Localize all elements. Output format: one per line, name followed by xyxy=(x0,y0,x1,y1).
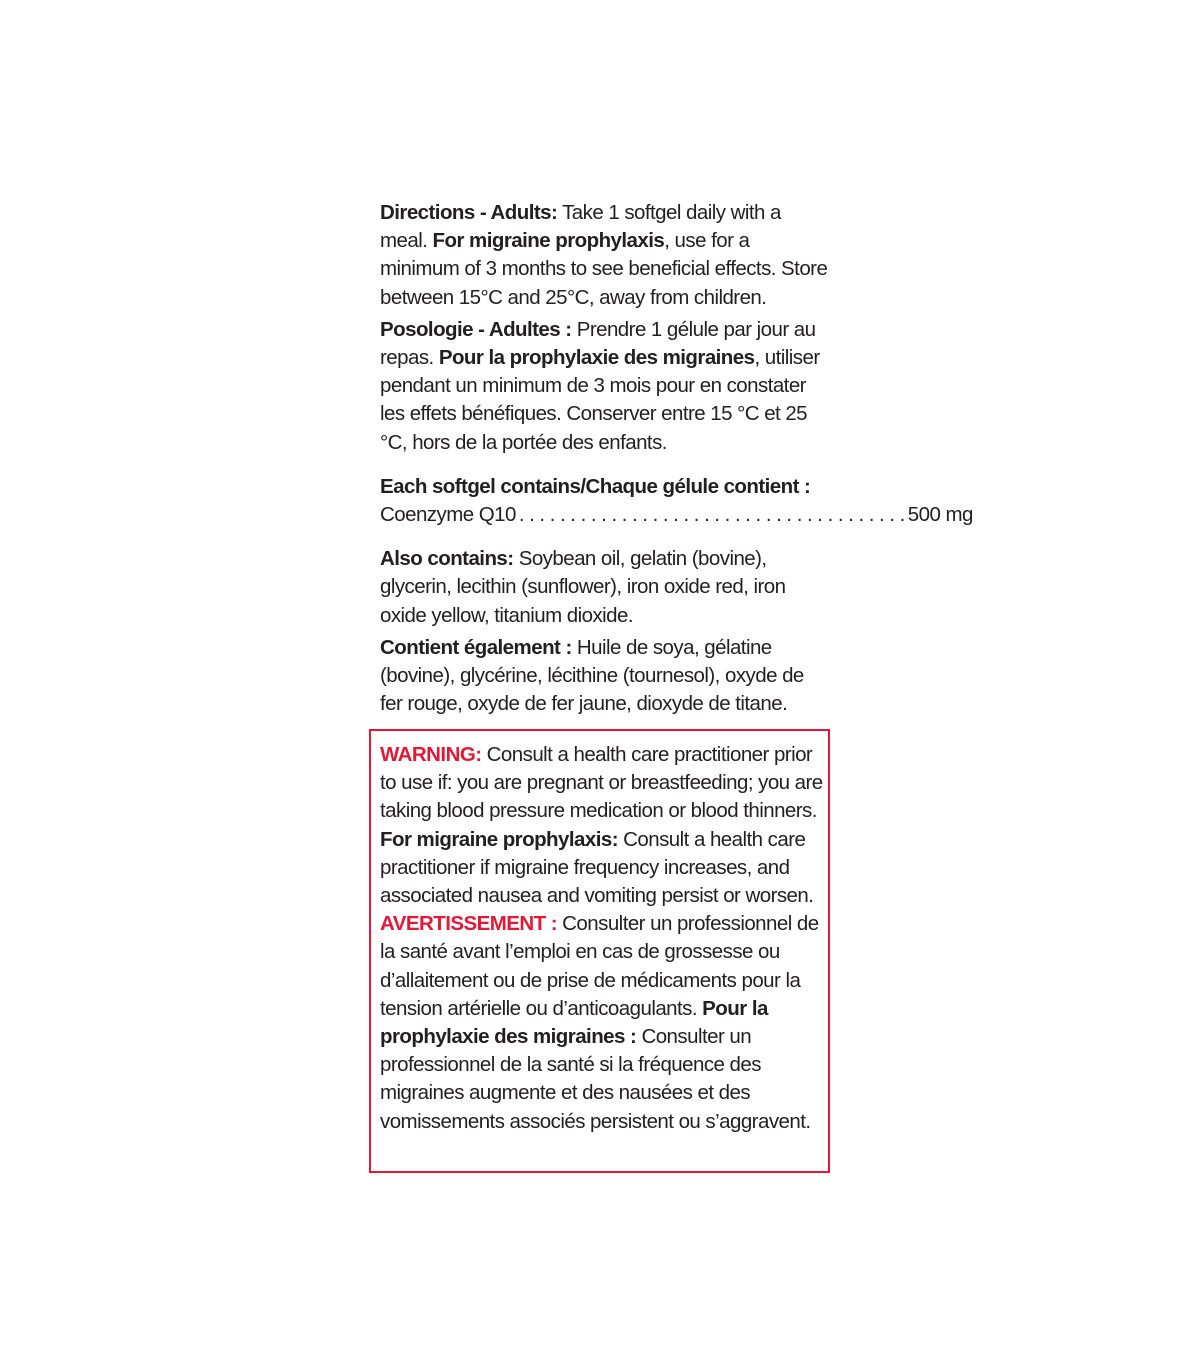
warning-en xyxy=(380,741,828,910)
also-contains-fr-heading: Contient également : xyxy=(380,635,572,659)
directions-en-text-1: Take 1 softgel daily with a meal. xyxy=(380,201,781,253)
warning-en-text-1: Consult a health care practitioner prior to use if: you are pregnant or breastfeeding; you are taking blood pressure medication or blood thinners. xyxy=(380,743,823,823)
directions-en-bold: For migraine prophylaxis xyxy=(432,229,665,253)
directions-en-text-2: , use for a minimum of 3 months to see beneficial effects. Store between 15°C and 25°C, away from children. xyxy=(380,229,828,309)
warning-fr-text-2: Consulter un professionnel de la santé si la fréquence des migraines augmente et des nausées et des vomissements associés persistent ou s’aggravent. xyxy=(380,1025,811,1133)
also-contains-en-text: Soybean oil, gelatin (bovine), glycerin, lecithin (sunflower), iron oxide red, iron oxide yellow, titanium dioxide. xyxy=(380,547,786,627)
warning-fr xyxy=(380,910,828,1136)
directions-fr-text-1: Prendre 1 gélule par jour au repas. xyxy=(380,317,816,370)
directions-fr xyxy=(380,316,830,457)
warning-en-bold: For migraine prophylaxis: xyxy=(380,827,618,851)
also-contains-fr xyxy=(380,634,830,719)
ingredient-row xyxy=(380,501,973,529)
also-contains-fr-text: Huile de soya, gélatine (bovine), glycérine, lécithine (tournesol), oxyde de fer rouge, oxyde de fer jaune, dioxyde de titane. xyxy=(380,635,804,716)
directions-fr-text-2: , utiliser pendant un minimum de 3 mois pour en constater les effets bénéfiques. Conserver entre 15 °C et 25 °C, hors de la portée des enfants. xyxy=(380,346,820,454)
also-contains-en xyxy=(380,545,830,630)
directions-fr-bold: Pour la prophylaxie des migraines xyxy=(438,346,755,370)
warning-fr-heading: AVERTISSEMENT : xyxy=(380,912,558,936)
directions-en-heading: Directions - Adults: xyxy=(380,201,558,224)
warning-en-text-2: Consult a health care practitioner if migraine frequency increases, and associated nausea and vomiting persist or worsen. xyxy=(380,827,814,908)
dot-leader: . . . . . . . . . . . . . . . . . . . . . . . . . . . . . . . . . . . . . . xyxy=(518,503,905,527)
warning-fr-text-1: Consulter un professionnel de la santé avant l’emploi en cas de grossesse ou d’allaitement ou de prise de médicaments pour la tension artérielle ou d’anticoagulants. xyxy=(380,912,819,1020)
label-panel xyxy=(380,199,973,718)
warning-box xyxy=(369,729,830,1173)
directions-fr-heading: Posologie - Adultes : xyxy=(380,317,572,341)
ingredients-heading xyxy=(380,473,830,501)
ingredient-name: Coenzyme Q10 xyxy=(380,503,516,527)
ingredients-heading-text: Each softgel contains/Chaque gélule contient : xyxy=(380,474,811,498)
ingredient-amount: 500 mg xyxy=(907,503,973,527)
directions-en xyxy=(380,199,830,312)
warning-fr-bold: Pour la prophylaxie des migraines : xyxy=(380,996,768,1049)
warning-en-heading: WARNING: xyxy=(380,743,482,766)
also-contains-en-heading: Also contains: xyxy=(380,547,514,571)
